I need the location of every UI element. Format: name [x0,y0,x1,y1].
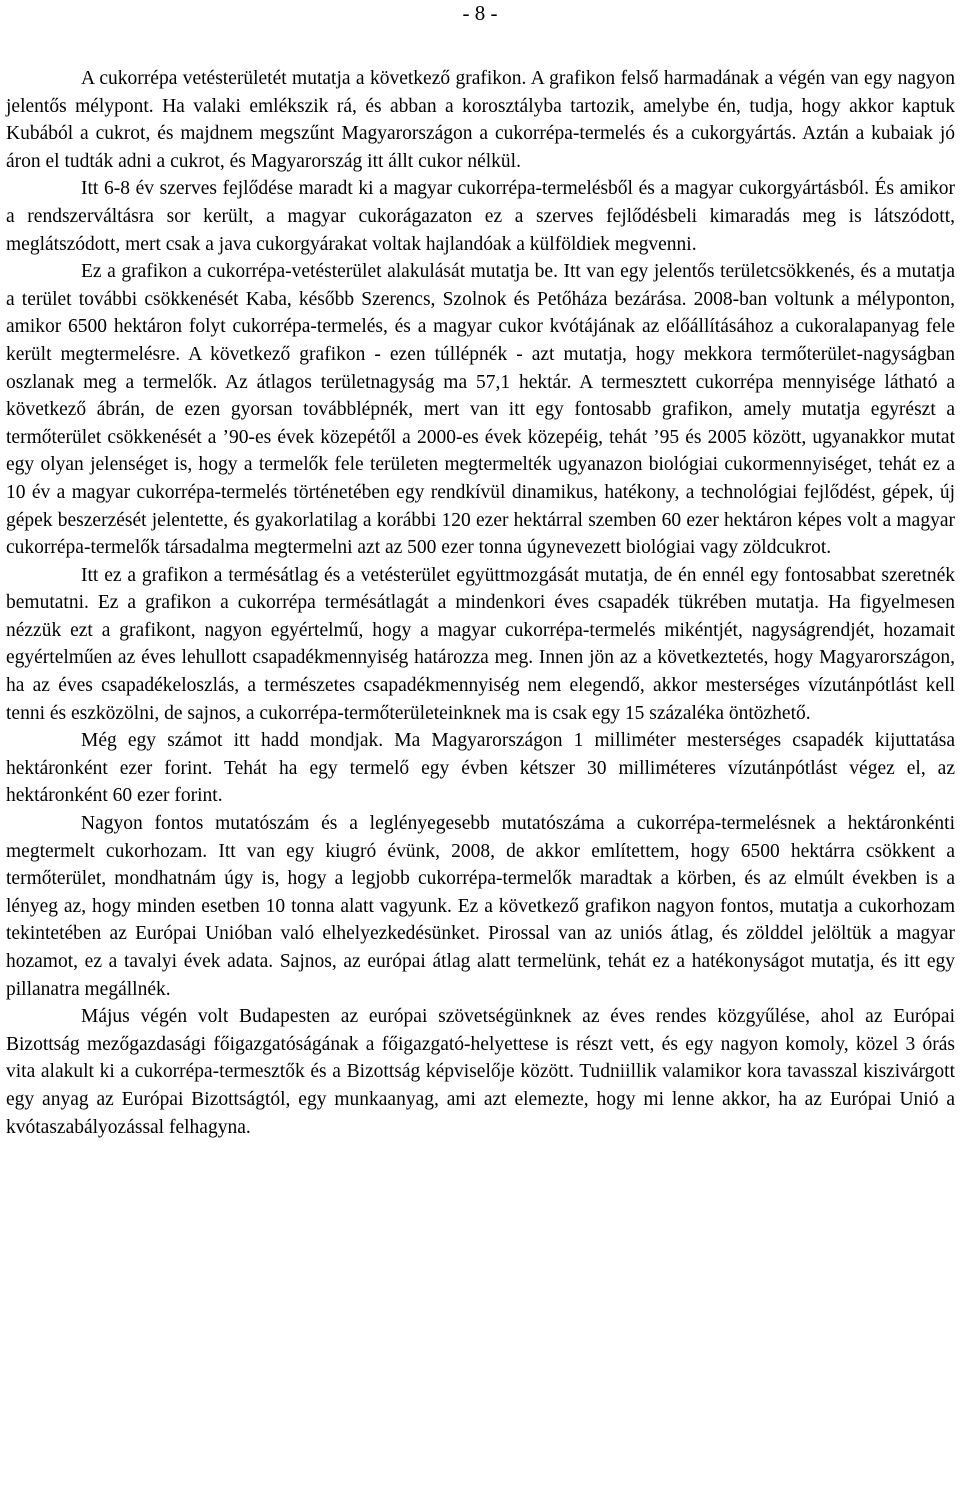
paragraph: Nagyon fontos mutatószám és a leglényegesebb mutatószáma a cukorrépa-termelésnek a hektáronkénti megtermelt cukorhozam. Itt van egy kiugró évünk, 2008, de akkor említettem, hogy 6500 hektárra csökkent a termőterület, mondhatnám úgy is, hogy a legjobb cukorrépa-termelők maradtak a körben, és az elmúlt években is a lényeg az, hogy minden esetben 10 tonna alatt vagyunk. Ez a következő grafikon nagyon fontos, mutatja a cukorhozam tekintetében az Európai Unióban való elhelyezkedésünket. Pirossal van az uniós átlag, és zölddel jelöltük a magyar hozamot, ez a tavalyi évek adata. Sajnos, az európai átlag alatt termelünk, tehát ez a hatékonyságot mutatja, és itt egy pillanatra megállnék. [6,813,955,1000]
page-number: - 8 - [462,1,498,25]
paragraph: Még egy számot itt hadd mondjak. Ma Magyarországon 1 milliméter mesterséges csapadék kijuttatása hektáronként ezer forint. Tehát ha egy termelő egy évben kétszer 30 milliméteres vízutánpótlást végez el, az hektáronként 60 ezer forint. [6,730,955,807]
paragraph: Május végén volt Budapesten az európai szövetségünknek az éves rendes közgyűlése, ahol az Európai Bizottság mezőgazdasági főigazgatóságának a főigazgató-helyettese is részt vett, és egy nagyon komoly, közel 3 órás vita alakult ki a cukorrépa-termesztők és a Bizottság képviselője között. Tudniillik valamikor kora tavasszal kiszivárgott egy anyag az Európai Bizottságtól, egy munkaanyag, ami azt elemezte, hogy mi lenne akkor, ha az Európai Unió a kvótaszabályozással felhagyna. [6,1006,955,1138]
paragraph: Itt ez a grafikon a termésátlag és a vetésterület együttmozgását mutatja, de én ennél egy fontosabbat szeretnék bemutatni. Ez a grafikon a cukorrépa termésátlagát a mindenkori éves csapadék tükrében mutatja. Ha figyelmesen nézzük ezt a grafikont, nagyon egyértelmű, hogy a magyar cukorrépa-termelés mikéntjét, nagyságrendjét, hozamait egyértelműen az éves lehullott csapadékmennyiség határozza meg. Innen jön az a következtetés, hogy Magyarországon, ha az éves csapadékeloszlás, a természetes csapadékmennyiség nem elegendő, akkor mesterséges vízutánpótlást kell tenni és eszközölni, de sajnos, a cukorrépa-termőterületeinknek ma is csak egy 15 százaléka öntözhető. [6,564,955,724]
paragraph: Itt 6-8 év szerves fejlődése maradt ki a magyar cukorrépa-termelésből és a magyar cukorgyártásból. És amikor a rendszerváltásra sor került, a magyar cukorágazaton ez a szerves fejlődésbeli kimaradás meg is látszódott, meglátszódott, mert csak a java cukorgyárakat voltak hajlandóak a külföldiek megvenni. [6,178,955,255]
paragraph: Ez a grafikon a cukorrépa-vetésterület alakulását mutatja be. Itt van egy jelentős területcsökkenés, és a mutatja a terület további csökkenését Kaba, később Szerencs, Szolnok és Petőháza bezárása. 2008-ban voltunk a mélyponton, amikor 6500 hektáron folyt cukorrépa-termelés, és a magyar cukor kvótájának az előállításához a cukoralapanyag fele került megtermelésre. A következő grafikon - ezen túllépnék - azt mutatja, hogy mekkora termőterület-nagyságban oszlanak meg a termelők. Az átlagos területnagyság ma 57,1 hektár. A termesztett cukorrépa mennyisége látható a következő ábrán, de ezen gyorsan továbblépnék, mert van itt egy fontosabb grafikon, amely mutatja egyrészt a termőterület csökkenését a ’90-es évek közepétől a 2000-es évek közepéig, tehát ’95 és 2005 között, ugyanakkor mutat egy olyan jelenséget is, hogy a termelők fele területen megtermelték ugyanazon biológiai cukormennyiséget, tehát ez a 10 év a magyar cukorrépa-termelés történetében egy rendkívül dinamikus, hatékony, a technológiai fejlődést, gépek, új gépek beszerzését jelentette, és gyakorlatilag a korábbi 120 ezer hektárral szemben 60 ezer hektáron képes volt a magyar cukorrépa-termelők társadalma megtermelni azt az 500 ezer tonna úgynevezett biológiai vagy zöldcukrot. [6,261,955,559]
body-text [6,65,955,1141]
paragraph: A cukorrépa vetésterületét mutatja a következő grafikon. A grafikon felső harmadának a végén van egy nagyon jelentős mélypont. Ha valaki emlékszik rá, és abban a korosztályba tartozik, amelybe én, tudja, hogy akkor kaptuk Kubából a cukrot, és majdnem megszűnt Magyarországon a cukorrépa-termelés és a cukorgyártás. Aztán a kubaiak jó áron el tudták adni a cukrot, és Magyarország itt állt cukor nélkül. [6,68,955,172]
